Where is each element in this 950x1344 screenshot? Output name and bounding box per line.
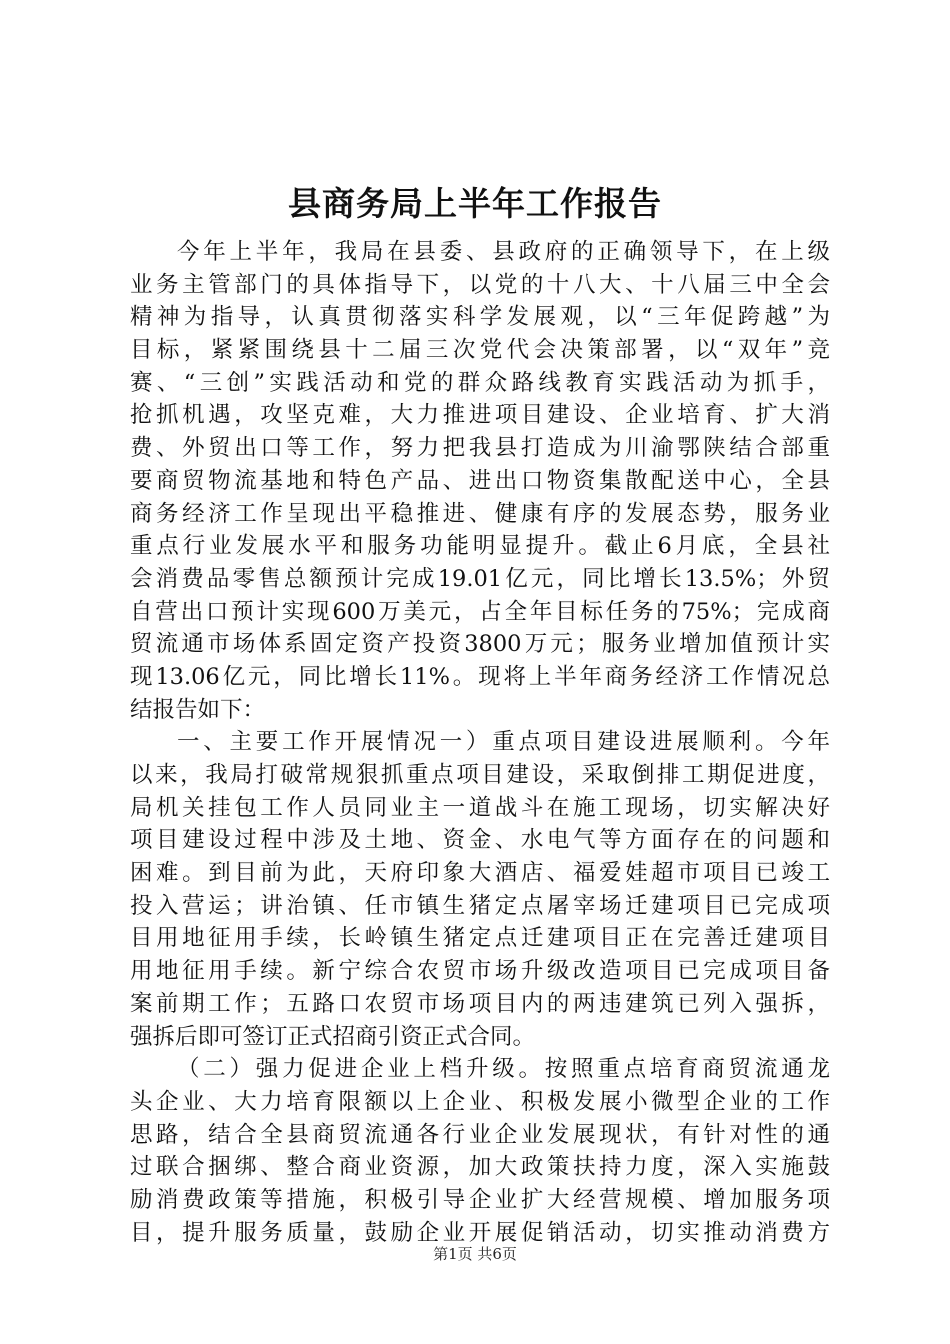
body-line: 会消费品零售总额预计完成19.01亿元，同比增长13.5%；外贸	[130, 565, 830, 592]
body-line: 目用地征用手续，长岭镇生猪定点迁建项目正在完善迁建项目	[130, 925, 830, 952]
body-line: 自营出口预计实现600万美元，占全年目标任务的75%；完成商	[130, 598, 830, 625]
body-line: 励消费政策等措施，积极引导企业扩大经营规模、增加服务项	[130, 1186, 830, 1213]
body-line: 商务经济工作呈现出平稳推进、健康有序的发展态势，服务业	[130, 500, 830, 527]
body-line: 结报告如下：	[130, 696, 266, 723]
body-line: 费、外贸出口等工作，努力把我县打造成为川渝鄂陕结合部重	[130, 435, 830, 462]
body-line: 目标，紧紧围绕县十二届三次党代会决策部署，以“双年”竞	[130, 337, 830, 364]
body-line: （二）强力促进企业上档升级。按照重点培育商贸流通龙	[177, 1056, 830, 1083]
body-line: 局机关挂包工作人员同业主一道战斗在施工现场，切实解决好	[130, 794, 830, 821]
body-line: 抢抓机遇，攻坚克难，大力推进项目建设、企业培育、扩大消	[130, 402, 830, 429]
body-line: 投入营运；讲治镇、任市镇生猪定点屠宰场迁建项目已完成项	[130, 892, 830, 919]
body-line: 思路，结合全县商贸流通各行业企业发展现状，有针对性的通	[130, 1121, 830, 1148]
document-body	[130, 236, 830, 1249]
body-line: 项目建设过程中涉及土地、资金、水电气等方面存在的问题和	[130, 827, 830, 854]
body-line: 强拆后即可签订正式招商引资正式合同。	[130, 1023, 536, 1050]
body-line: 用地征用手续。新宁综合农贸市场升级改造项目已完成项目备	[130, 958, 830, 985]
body-line: 贸流通市场体系固定资产投资3800万元；服务业增加值预计实	[130, 631, 830, 658]
body-line: 以来，我局打破常规狠抓重点项目建设，采取倒排工期促进度，	[130, 762, 830, 788]
document-title: 县商务局上半年工作报告	[288, 184, 662, 223]
page-number-footer: 第1页 共6页	[433, 1245, 517, 1263]
body-line: 今年上半年，我局在县委、县政府的正确领导下，在上级	[177, 239, 830, 265]
body-line: 头企业、大力培育限额以上企业、积极发展小微型企业的工作	[130, 1088, 830, 1115]
body-line: 一、主要工作开展情况一）重点项目建设进展顺利。今年	[177, 729, 830, 756]
body-line: 精神为指导，认真贯彻落实科学发展观，以“三年促跨越”为	[130, 304, 830, 331]
body-line: 现13.06亿元，同比增长11%。现将上半年商务经济工作情况总	[130, 663, 830, 690]
body-line: 过联合捆绑、整合商业资源，加大政策扶持力度，深入实施鼓	[130, 1154, 830, 1181]
body-line: 重点行业发展水平和服务功能明显提升。截止6月底，全县社	[130, 533, 830, 560]
body-line: 赛、“三创”实践活动和党的群众路线教育实践活动为抓手，	[130, 369, 830, 396]
body-line: 目，提升服务质量，鼓励企业开展促销活动，切实推动消费方	[130, 1219, 830, 1246]
body-line: 困难。到目前为此，天府印象大酒店、福爱娃超市项目已竣工	[130, 860, 830, 887]
body-line: 业务主管部门的具体指导下，以党的十八大、十八届三中全会	[130, 271, 830, 298]
body-line: 要商贸物流基地和特色产品、进出口物资集散配送中心，全县	[130, 467, 830, 494]
body-line: 案前期工作；五路口农贸市场项目内的两违建筑已列入强拆，	[130, 990, 830, 1017]
